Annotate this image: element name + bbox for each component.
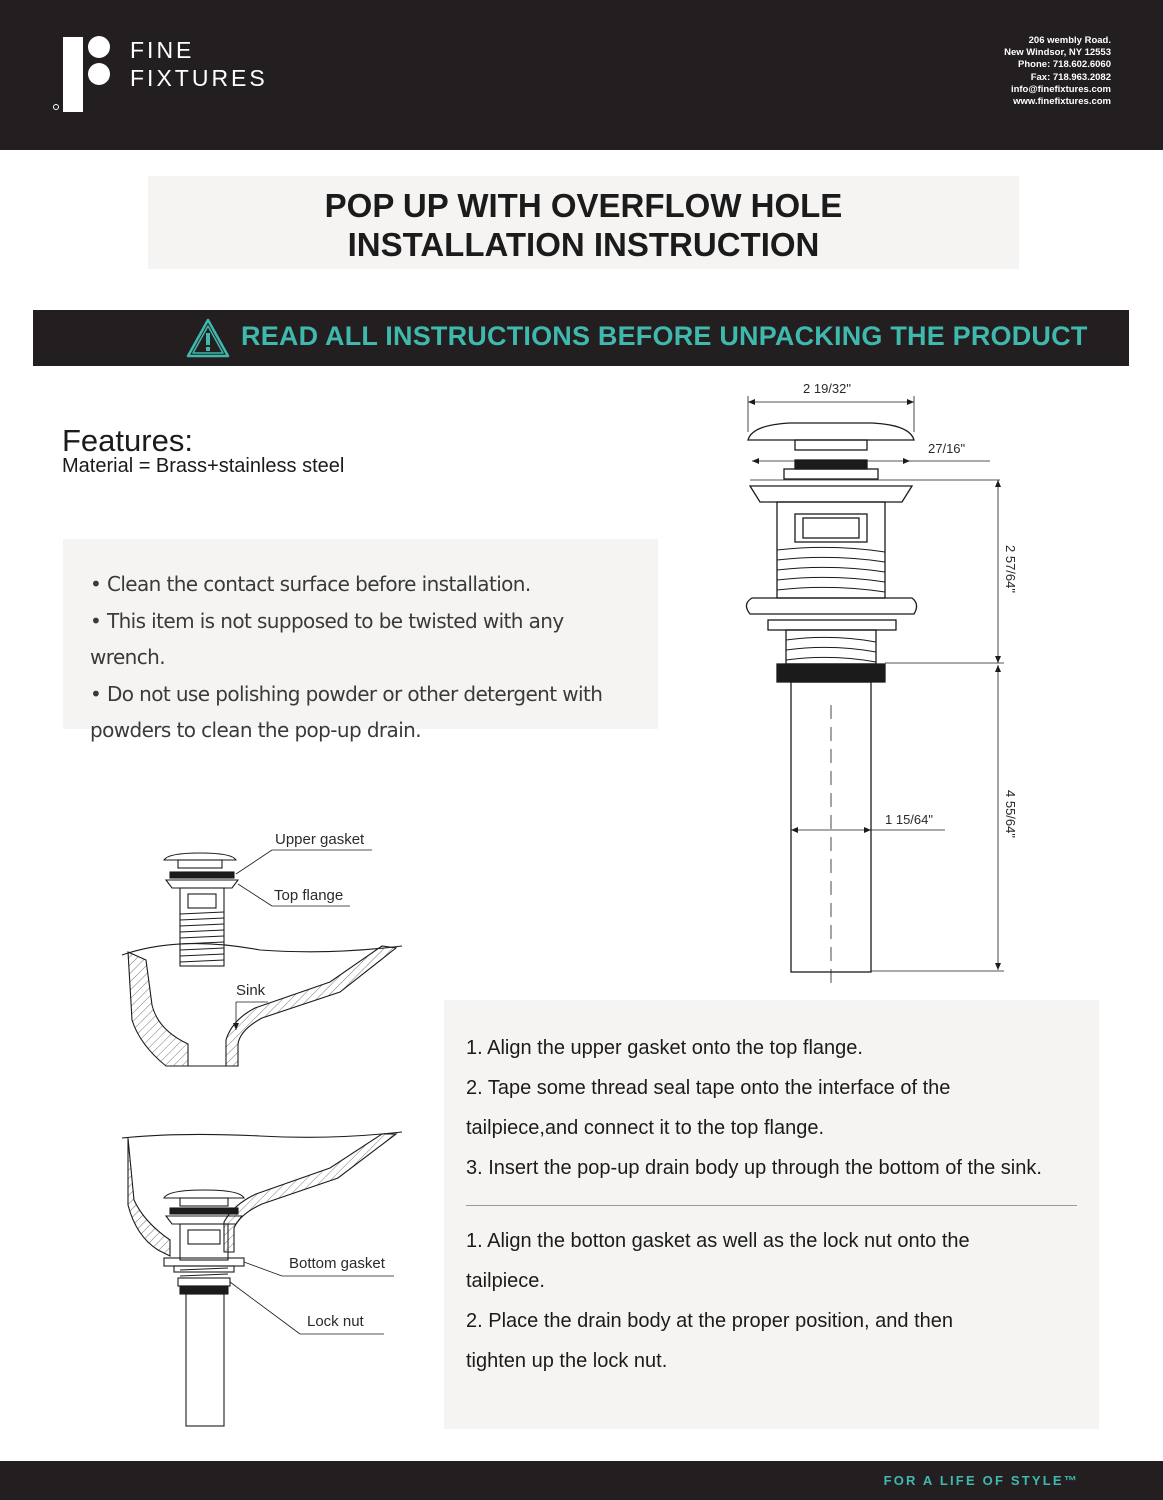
installation-steps-box (444, 1000, 1099, 1429)
footer-tagline: FOR A LIFE OF STYLE™ (883, 1473, 1079, 1488)
step-a-3: 3. Insert the pop-up drain body up through the bottom of the sink. (466, 1157, 1042, 1179)
note-item: • Clean the contact surface before installation. (90, 572, 531, 596)
step-a-1: 1. Align the upper gasket onto the top flange. (466, 1037, 863, 1059)
contact-website[interactable]: www.finefixtures.com (1013, 96, 1111, 108)
lock-nut-install-drawing (110, 1125, 410, 1435)
callout-sink: Sink (236, 982, 266, 999)
dimension-tail-diameter: 1 15/64" (885, 812, 933, 827)
title-box (148, 176, 1019, 269)
header-bar (0, 0, 1163, 150)
contact-phone: Phone: 718.602.6060 (1018, 59, 1111, 71)
step-a-2-cont: tailpiece,and connect it to the top flange. (466, 1117, 825, 1139)
page-title-line-2: INSTALLATION INSTRUCTION (347, 226, 820, 263)
warning-triangle-icon (185, 317, 231, 359)
brand-line-2: FIXTURES (130, 65, 268, 91)
step-a-2: 2. Tape some thread seal tape onto the interface of the (466, 1077, 951, 1099)
dimension-upper-height: 2 57/64" (1003, 545, 1018, 593)
pop-up-drain-dimension-drawing (730, 380, 1030, 1000)
brand-line-1: FINE (130, 37, 195, 63)
warning-text: READ ALL INSTRUCTIONS BEFORE UNPACKING THE PRODUCT (241, 321, 1088, 351)
step-b-1-cont: tailpiece. (466, 1270, 545, 1292)
dimension-cap-width: 2 19/32" (803, 381, 851, 396)
contact-city: New Windsor, NY 12553 (1004, 47, 1111, 59)
note-item: • This item is not supposed to be twisted with any wrench. (90, 608, 564, 669)
callout-upper-gasket: Upper gasket (275, 831, 365, 848)
callout-top-flange: Top flange (274, 887, 344, 904)
contact-address: 206 wembly Road. (1028, 35, 1111, 46)
step-b-2: 2. Place the drain body at the proper position, and then (466, 1310, 954, 1332)
steps-divider (466, 1205, 1077, 1206)
step-b-1: 1. Align the botton gasket as well as the lock nut onto the (466, 1230, 970, 1252)
warning-banner (33, 310, 1129, 366)
note-item: • Do not use polishing powder or other detergent with (90, 681, 603, 706)
page-title-line-1: POP UP WITH OVERFLOW HOLE (324, 187, 843, 224)
step-b-2-cont: tighten up the lock nut. (466, 1350, 668, 1372)
contact-block (851, 35, 1111, 108)
dimension-tail-height: 4 55/64" (1003, 790, 1018, 838)
footer-bar (0, 1461, 1163, 1500)
features-heading: Features: (62, 423, 193, 458)
note-item: powders to clean the pop-up drain. (90, 718, 421, 742)
upper-gasket-install-drawing (110, 840, 410, 1080)
callout-bottom-gasket: Bottom gasket (289, 1255, 385, 1272)
dimension-flange-width: 27/16" (928, 441, 966, 456)
contact-fax: Fax: 718.963.2082 (1030, 71, 1111, 83)
features-material: Material = Brass+stainless steel (62, 455, 345, 477)
callout-lock-nut: Lock nut (307, 1313, 364, 1330)
fine-fixtures-logo-icon (50, 36, 116, 114)
brand-name (130, 36, 268, 92)
notes-box (63, 539, 658, 742)
contact-email[interactable]: info@finefixtures.com (1010, 83, 1111, 95)
